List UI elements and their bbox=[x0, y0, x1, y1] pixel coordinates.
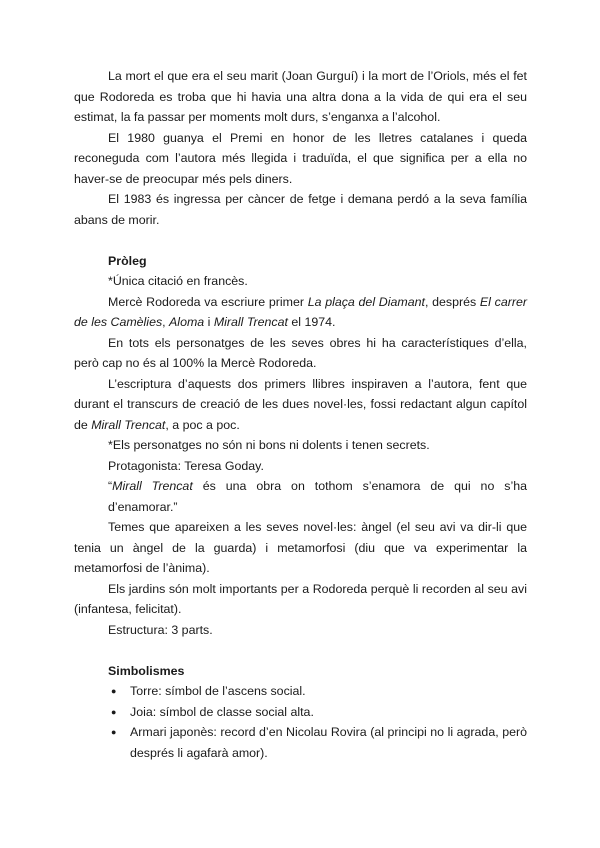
list-item-text: Joia: símbol de classe social alta. bbox=[130, 704, 314, 719]
quote-open: “ bbox=[108, 479, 113, 493]
work-title-carrer: El carrer de les Camèlies bbox=[74, 294, 527, 329]
protagonist-line: Protagonista: Teresa Goday. bbox=[108, 458, 264, 473]
bullet-icon bbox=[111, 722, 116, 743]
spacer bbox=[74, 230, 527, 251]
list-item bbox=[74, 681, 527, 702]
simbolismes-heading: Simbolismes bbox=[108, 663, 185, 678]
work-title-aloma: Aloma bbox=[169, 315, 205, 329]
quote-text: és una obra on tothom s’enamora de qui no s’ha d’enamorar.” bbox=[108, 479, 527, 514]
paragraph-marit: La mort el que era el seu marit (Joan Gurguí) i la mort de l’Oriols, més el fet que Rodoreda es troba que hi havia una altra dona a la vida de qui era el seu estimat, la fa passar per moments molt durs, s’enganxa a l’alcohol. bbox=[74, 69, 527, 124]
bullet-icon bbox=[111, 681, 116, 702]
work-title-mirall: Mirall Trencat bbox=[213, 315, 288, 329]
obres-text-e: el 1974. bbox=[287, 315, 336, 329]
list-item-text: Torre: símbol de l’ascens social. bbox=[130, 684, 306, 698]
proleg-heading: Pròleg bbox=[108, 253, 147, 268]
obres-text-d: i bbox=[204, 315, 214, 329]
spacer bbox=[74, 640, 527, 661]
list-item bbox=[74, 702, 527, 723]
note-citacio: *Única citació en francès. bbox=[108, 274, 248, 288]
note-personatges: *Els personatges no són ni bons ni dolents i tenen secrets. bbox=[108, 438, 430, 452]
work-title-mirall-3: Mirall Trencat bbox=[112, 479, 193, 493]
escriptura-text-a: L’escriptura d’aquests dos primers llibres inspiraven a l’autora, fent que durant el transcurs de creació de les dues novel·les, fossi redactant algun capítol de bbox=[74, 376, 527, 432]
paragraph-temes: Temes que apareixen a les seves novel·les: àngel (el seu avi va dir-li que tenia un àngel de la guarda) i metamorfosi (diu que va experimentar la metamorfosi de l’ànima). bbox=[74, 520, 527, 575]
obres-text-c: , bbox=[162, 315, 170, 329]
work-title-mirall-2: Mirall Trencat bbox=[91, 417, 166, 432]
obres-text-a: Mercè Rodoreda va escriure primer bbox=[108, 294, 308, 309]
paragraph-1983: El 1983 és ingressa per càncer de fetge i demana perdó a la seva família abans de morir. bbox=[74, 192, 527, 227]
list-item bbox=[74, 722, 527, 763]
obres-text-b: , després bbox=[424, 294, 480, 309]
bullet-icon bbox=[111, 702, 116, 723]
paragraph-jardins: Els jardins són molt importants per a Rodoreda perquè li recorden al seu avi (infantesa, felicitat). bbox=[74, 581, 527, 616]
paragraph-obres bbox=[74, 292, 527, 333]
paragraph-personatges: En tots els personatges de les seves obres hi ha característiques d’ella, però cap no és al 100% la Mercè Rodoreda. bbox=[74, 335, 527, 370]
work-title-placa: La plaça del Diamant bbox=[307, 294, 425, 309]
paragraph-escriptura bbox=[74, 374, 527, 436]
structure-line: Estructura: 3 parts. bbox=[108, 622, 213, 637]
document-page bbox=[74, 66, 527, 763]
paragraph-premi-1980: El 1980 guanya el Premi en honor de les lletres catalanes i queda reconeguda com l’autora més llegida i traduïda, el que significa per a ella no haver-se de preocupar més pels diners. bbox=[74, 130, 527, 186]
escriptura-text-b: , a poc a poc. bbox=[165, 417, 240, 432]
quote-line bbox=[74, 476, 527, 517]
list-item-text: Armari japonès: record d’en Nicolau Rovira (al principi no li agrada, però després li agafarà amor). bbox=[130, 725, 527, 760]
